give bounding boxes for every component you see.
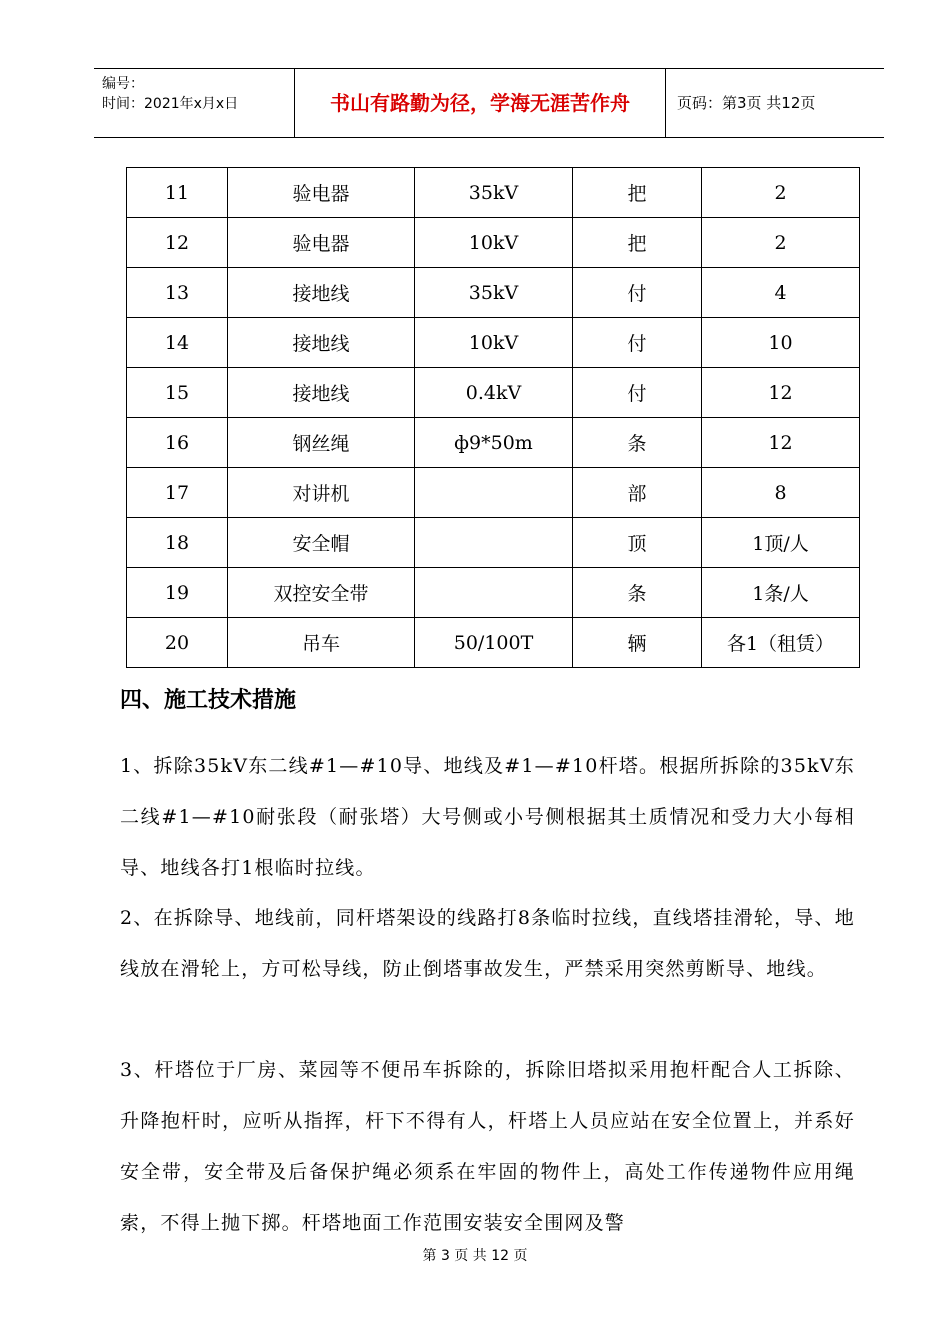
page-footer: 第 3 页 共 12 页: [422, 1248, 528, 1264]
item-unit-cell: 付: [573, 268, 702, 318]
header-motto: 书山有路勤为径，学海无涯苦作舟: [295, 69, 666, 137]
document-header: [94, 68, 884, 138]
table-row: [127, 318, 860, 368]
item-spec-cell: 0.4kV: [415, 368, 573, 418]
item-name-cell: 安全帽: [228, 518, 415, 568]
row-number-cell: 12: [127, 218, 228, 268]
paragraph-text: 1、拆除35kV东二线#1—#10导、地线及#1—#10杆塔。根据所拆除的35kV东二线#1—#10耐张段（耐张塔）大号侧或小号侧根据其土质情况和受力大小每相导、地线各打1根临时拉线。: [120, 755, 855, 879]
item-spec-cell: 10kV: [415, 218, 573, 268]
paragraph: [120, 893, 855, 995]
table-row: [127, 368, 860, 418]
item-unit-cell: 辆: [573, 618, 702, 668]
item-qty-cell: 12: [702, 368, 860, 418]
row-number-cell: 13: [127, 268, 228, 318]
table-row: [127, 518, 860, 568]
item-unit-cell: 付: [573, 318, 702, 368]
header-page-label: 页码：第3页 共12页: [677, 94, 816, 112]
item-qty-cell: 1顶/人: [702, 518, 860, 568]
item-name-cell: 对讲机: [228, 468, 415, 518]
paragraph-text: 2、在拆除导、地线前，同杆塔架设的线路打8条临时拉线，直线塔挂滑轮，导、地线放在滑轮上，方可松导线，防止倒塔事故发生，严禁采用突然剪断导、地线。: [120, 907, 855, 980]
item-unit-cell: 条: [573, 568, 702, 618]
item-spec-cell: 35kV: [415, 168, 573, 218]
item-qty-cell: 12: [702, 418, 860, 468]
table-row: [127, 468, 860, 518]
item-qty-cell: 各1（租赁）: [702, 618, 860, 668]
item-qty-cell: 10: [702, 318, 860, 368]
item-name-cell: 验电器: [228, 168, 415, 218]
item-name-cell: 接地线: [228, 318, 415, 368]
row-number-cell: 11: [127, 168, 228, 218]
table-row: [127, 268, 860, 318]
item-spec-cell: [415, 518, 573, 568]
item-spec-cell: 10kV: [415, 318, 573, 368]
item-spec-cell: [415, 568, 573, 618]
row-number-cell: 20: [127, 618, 228, 668]
item-name-cell: 验电器: [228, 218, 415, 268]
item-name-cell: 接地线: [228, 368, 415, 418]
paragraph: [120, 741, 855, 894]
row-number-cell: 14: [127, 318, 228, 368]
row-number-cell: 18: [127, 518, 228, 568]
item-spec-cell: 50/100T: [415, 618, 573, 668]
item-spec-cell: ф9*50m: [415, 418, 573, 468]
item-qty-cell: 2: [702, 218, 860, 268]
table-row: [127, 168, 860, 218]
table-row: [127, 568, 860, 618]
paragraph: [120, 1045, 855, 1249]
item-qty-cell: 8: [702, 468, 860, 518]
paragraph-text: 3、杆塔位于厂房、菜园等不便吊车拆除的，拆除旧塔拟采用抱杆配合人工拆除、升降抱杆时，应听从指挥，杆下不得有人，杆塔上人员应站在安全位置上，并系好安全带，安全带及后备保护绳必须系在牢固的物件上，高处工作传递物件应用绳索，不得上抛下掷。杆塔地面工作范围安装安全围网及警: [120, 1059, 855, 1234]
row-number-cell: 17: [127, 468, 228, 518]
item-name-cell: 吊车: [228, 618, 415, 668]
item-name-cell: 钢丝绳: [228, 418, 415, 468]
item-name-cell: 双控安全带: [228, 568, 415, 618]
item-qty-cell: 1条/人: [702, 568, 860, 618]
equipment-table: [126, 167, 860, 668]
item-unit-cell: 顶: [573, 518, 702, 568]
item-unit-cell: 把: [573, 168, 702, 218]
item-name-cell: 接地线: [228, 268, 415, 318]
header-meta-cell: [94, 69, 295, 137]
item-unit-cell: 条: [573, 418, 702, 468]
document-number-label: 编号：: [102, 76, 144, 92]
item-unit-cell: 把: [573, 218, 702, 268]
row-number-cell: 15: [127, 368, 228, 418]
item-unit-cell: 付: [573, 368, 702, 418]
item-spec-cell: 35kV: [415, 268, 573, 318]
row-number-cell: 19: [127, 568, 228, 618]
section-title: 四、施工技术措施: [120, 687, 297, 713]
row-number-cell: 16: [127, 418, 228, 468]
item-unit-cell: 部: [573, 468, 702, 518]
table-row: [127, 218, 860, 268]
table-row: [127, 418, 860, 468]
item-spec-cell: [415, 468, 573, 518]
table-row: [127, 618, 860, 668]
item-qty-cell: 4: [702, 268, 860, 318]
item-qty-cell: 2: [702, 168, 860, 218]
document-time-label: 时间：2021年x月x日: [102, 96, 239, 112]
